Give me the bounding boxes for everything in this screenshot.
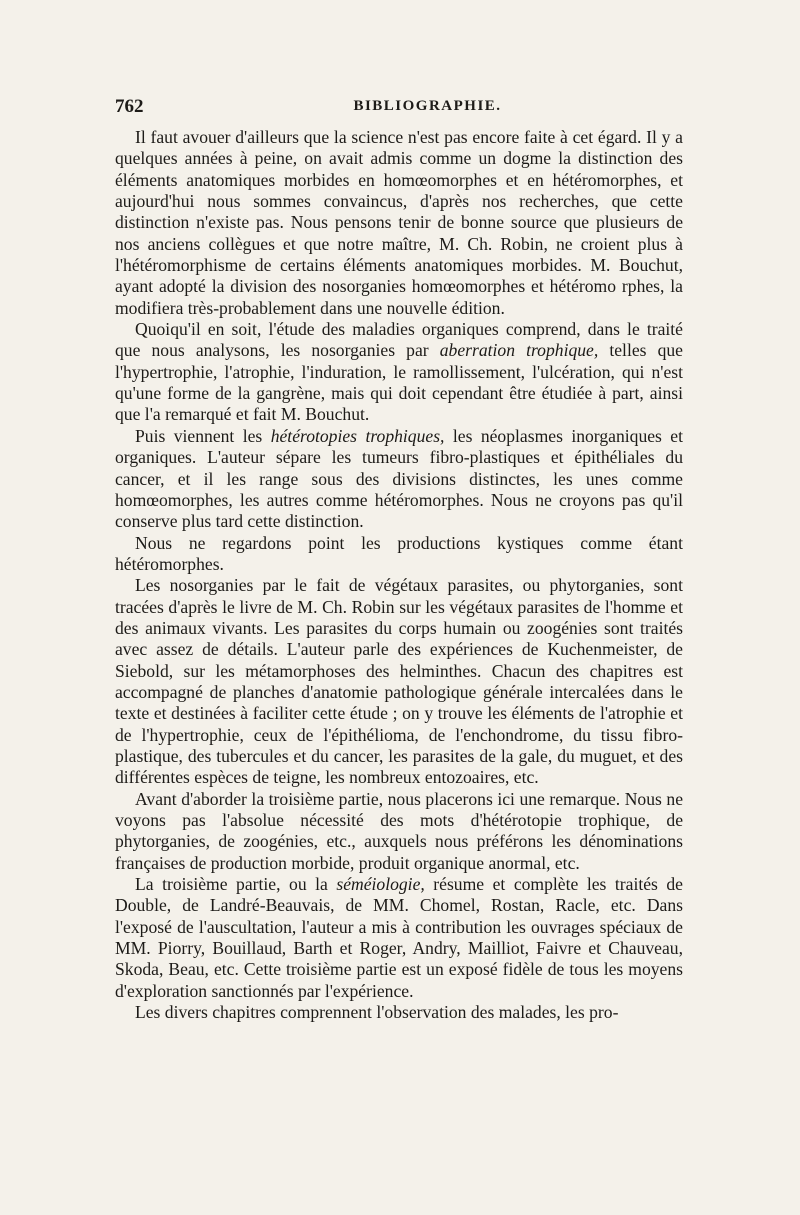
paragraph: Avant d'aborder la troisième partie, nous placerons ici une remarque. Nous ne voyons pas l'absolue nécessité des mots d'hétérotopie trophique, de phytorganies, de zoogénies, etc., auxquels nous préférons les dénominations françaises de production morbide, produit organique anormal, etc. bbox=[115, 788, 683, 873]
paragraph: Nous ne regardons point les productions kystiques comme étant hétéromorphes. bbox=[115, 532, 683, 574]
paragraph: Puis viennent les hétérotopies trophiques, les néoplasmes inorganiques et organiques. L'auteur sépare les tumeurs fibro-plastiques et épithéliales du cancer, et il les range sous des divisions distinctes, les unes comme homœomorphes, les autres comme hétéromorphes. Nous ne croyons pas qu'il conserve plus tard cette distinction. bbox=[115, 425, 684, 532]
paragraph: Quoiqu'il en soit, l'étude des maladies organiques comprend, dans le traité que nous analysons, les nosorganies par aberration trophique, telles que l'hypertrophie, l'atrophie, l'induration, le ramollissement, l'ulcération, qui n'est qu'une forme de la gangrène, mais qui doit cependant être étudiée à part, ainsi que l'a remarqué et fait M. Bouchut. bbox=[115, 319, 683, 425]
italic-term: séméiologie, bbox=[336, 874, 425, 895]
paragraph: La troisième partie, ou la séméiologie, résume et complète les traités de Double, de Landré-Beauvais, de MM. Chomel, Rostan, Racle, etc. Dans l'exposé de l'auscultation, l'auteur a mis à contribution les ouvrages spéciaux de MM. Piorry, Bouillaud, Barth et Roger, Andry, Mailliot, Faivre et Chauveau, Skoda, Beau, etc. Cette troisième partie est un exposé fidèle de tous les moyens d'exploration sanctionnés par l'expérience. bbox=[115, 874, 683, 1001]
paragraph: Les nosorganies par le fait de végétaux parasites, ou phytorganies, sont tracées d'après le livre de M. Ch. Robin sur les végétaux parasites de l'homme et des animaux vivants. Les parasites du corps humain ou zoogénies sont traités avec assez de détails. L'auteur parle des expériences de Kuchenmeister, de Siebold, sur les métamorphoses des helminthes. Chacun des chapitres est accompagné de planches d'anatomie pathologique générale intercalées dans le texte et destinées à faciliter cette étude ; on y trouve les éléments de l'atrophie et de l'hypertrophie, ceux de l'épithélioma, de l'enchondrome, du tissu fibro-plastique, des tubercules et du cancer, les parasites de la gale, du muguet, et des différentes espèces de teigne, les nombreux entozoaires, etc. bbox=[115, 575, 683, 788]
running-title: BIBLIOGRAPHIE. bbox=[353, 98, 502, 114]
running-head bbox=[115, 96, 680, 120]
paragraph: Les divers chapitres comprennent l'observation des malades, les pro- bbox=[135, 1002, 619, 1023]
page-number: 762 bbox=[115, 96, 144, 117]
italic-term: hétérotopies trophiques, bbox=[270, 425, 445, 446]
paragraph: Il faut avouer d'ailleurs que la science n'est pas encore faite à cet égard. Il y a quelques années à peine, on avait admis comme un dogme la distinction des éléments anatomiques morbides en homœomorphes et en hétéromorphes, et aujourd'hui nous sommes convaincus, d'après nos recherches, que cette distinction n'existe pas. Nous pensons tenir de bonne source que plusieurs de nos anciens collègues et que notre maître, M. Ch. Robin, ne croient plus à l'hétéromorphisme de certains éléments anatomiques morbides. M. Bouchut, ayant adopté la division des nosorganies homœomorphes et hétéromo rphes, la modifiera très-probablement dans une nouvelle édition. bbox=[115, 127, 683, 318]
italic-term: aberration trophique, bbox=[439, 340, 599, 361]
body-text bbox=[115, 127, 683, 1023]
